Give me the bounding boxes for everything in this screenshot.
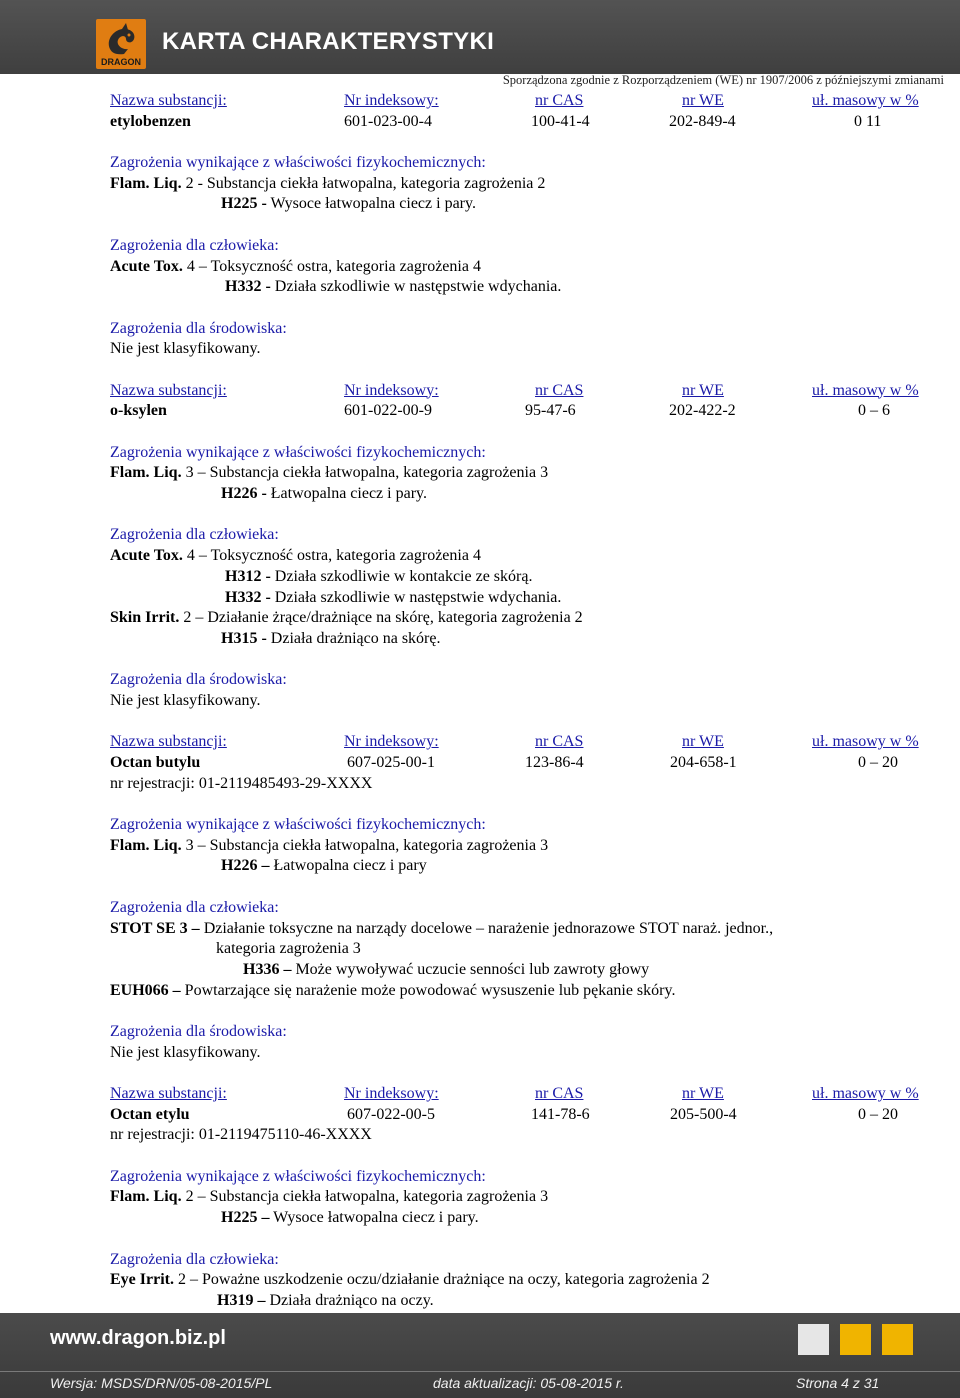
h-text: Działa szkodliwie w kontakcie ze skórą. (274, 567, 533, 585)
hazard-category: 2 – Poważne uszkodzenie oczu/działanie drażniące na oczy, kategoria zagrożenia 2 (177, 1271, 710, 1289)
h-text: Wysoce łatwopalna ciecz i pary. (270, 195, 476, 213)
hazard-class: Skin Irrit. (110, 609, 180, 627)
env-text: Nie jest klasyfikowany. (110, 691, 261, 709)
substance-row (110, 401, 940, 422)
dragon-logo (96, 19, 146, 69)
h-text: Łatwopalna ciecz i pary. (270, 485, 427, 503)
hazard-category: 2 – Substancja ciekła łatwopalna, kategoria zagrożenia 3 (185, 1188, 549, 1206)
hazard-class: Flam. Liq. (110, 174, 182, 192)
column-header-row (110, 1084, 940, 1105)
substance-we: 205-500-4 (670, 1105, 737, 1123)
substance-row (110, 1105, 940, 1126)
col-cas: nr CAS (535, 381, 584, 399)
substance-index: 601-022-00-9 (344, 402, 432, 420)
hazard-class: Acute Tox. (110, 547, 183, 565)
col-mass: uł. masowy w % (812, 92, 919, 109)
col-cas: nr CAS (535, 733, 584, 751)
hazard-class: Flam. Liq. (110, 464, 182, 482)
page-number: Strona 4 z 31 (796, 1375, 880, 1391)
substance-name: etylobenzen (110, 112, 191, 130)
dragon-icon (96, 19, 146, 59)
phys-heading: Zagrożenia wynikające z właściwości fizykochemicznych: (110, 154, 486, 172)
phys-heading: Zagrożenia wynikające z właściwości fizykochemicznych: (110, 816, 486, 834)
hazard-class: Eye Irrit. (110, 1271, 174, 1289)
h-code: H312 - (225, 567, 271, 585)
col-index: Nr indeksowy: (344, 381, 439, 399)
substance-row (110, 753, 940, 774)
version-text: Wersja: MSDS/DRN/05-08-2015/PL (50, 1375, 273, 1391)
h-text: Łatwopalna ciecz i pary (273, 857, 427, 875)
website-link[interactable]: www.dragon.biz.pl (50, 1327, 226, 1349)
h-text: Działa szkodliwie w następstwie wdychania. (274, 278, 562, 296)
hazard-category: 3 – Substancja ciekła łatwopalna, kategoria zagrożenia 3 (185, 836, 549, 854)
col-index: Nr indeksowy: (344, 92, 439, 109)
logo-text: DRAGON (101, 57, 141, 67)
env-text: Nie jest klasyfikowany. (110, 340, 261, 358)
hazard-class: STOT SE 3 – (110, 919, 200, 937)
env-heading: Zagrożenia dla środowiska: (110, 319, 287, 337)
h-code: H319 – (217, 1291, 266, 1309)
footer-square-1 (798, 1324, 829, 1355)
h-text: Wysoce łatwopalna ciecz i pary. (273, 1209, 479, 1227)
col-cas: nr CAS (535, 92, 584, 109)
substance-cas: 123-86-4 (525, 754, 584, 771)
substance-index: 607-022-00-5 (347, 1105, 435, 1123)
h-text: Działa drażniąco na skórę. (270, 629, 441, 647)
substance-we: 202-849-4 (669, 112, 736, 130)
hazard-class: Acute Tox. (110, 257, 183, 275)
substance-name: Octan butylu (110, 754, 201, 771)
substance-row (110, 112, 940, 133)
page-footer (0, 1313, 960, 1398)
substance-name: o-ksylen (110, 402, 167, 420)
human-heading: Zagrożenia dla człowieka: (110, 898, 279, 916)
env-text: Nie jest klasyfikowany. (110, 1043, 261, 1061)
human-heading: Zagrożenia dla człowieka: (110, 236, 279, 254)
substance-cas: 95-47-6 (525, 402, 576, 420)
phys-heading: Zagrożenia wynikające z właściwości fizykochemicznych: (110, 1167, 486, 1185)
human-heading: Zagrożenia dla człowieka: (110, 1250, 279, 1268)
h-code: H315 - (221, 629, 267, 647)
update-date: data aktualizacji: 05-08-2015 r. (433, 1375, 624, 1391)
h-code: H226 - (221, 485, 267, 503)
env-heading: Zagrożenia dla środowiska: (110, 671, 287, 689)
hazard-category: Powtarzające się narażenie może powodować wysuszenie lub pękanie skóry. (184, 981, 676, 999)
substance-index: 601-023-00-4 (344, 112, 432, 130)
substance-name: Octan etylu (110, 1105, 190, 1123)
column-header-row (110, 732, 940, 753)
col-mass: uł. masowy w % (812, 381, 919, 399)
h-code: H332 - (225, 588, 271, 606)
hazard-category: 4 – Toksyczność ostra, kategoria zagrożenia 4 (186, 257, 481, 275)
document-body (110, 91, 940, 1332)
h-code: H336 – (243, 960, 292, 978)
col-we: nr WE (682, 1085, 724, 1102)
page-header (0, 0, 960, 74)
substance-cas: 100-41-4 (531, 112, 590, 130)
hazard-category: Działanie toksyczne na narządy docelowe – narażenie jednorazowe STOT naraż. jednor., (203, 919, 774, 937)
col-name: Nazwa substancji: (110, 733, 227, 751)
col-index: Nr indeksowy: (344, 1085, 439, 1102)
h-code: H226 – (221, 857, 270, 875)
hazard-class: Flam. Liq. (110, 1188, 182, 1206)
substance-mass: 0 – 6 (858, 402, 890, 420)
h-text: Działa szkodliwie w następstwie wdychania. (274, 588, 562, 606)
human-heading: Zagrożenia dla człowieka: (110, 526, 279, 544)
col-name: Nazwa substancji: (110, 92, 227, 109)
substance-mass: 0 – 20 (858, 1105, 898, 1123)
substance-cas: 141-78-6 (531, 1105, 590, 1123)
hazard-category: 2 - Substancja ciekła łatwopalna, kategoria zagrożenia 2 (185, 174, 546, 192)
registration-number: nr rejestracji: 01-2119475110-46-XXXX (110, 1126, 372, 1144)
col-we: nr WE (682, 92, 724, 109)
registration-number: nr rejestracji: 01-2119485493-29-XXXX (110, 774, 373, 792)
phys-heading: Zagrożenia wynikające z właściwości fizykochemicznych: (110, 443, 486, 461)
hazard-category: 4 – Toksyczność ostra, kategoria zagrożenia 4 (186, 547, 481, 565)
substance-mass: 0 – 20 (858, 754, 898, 771)
col-mass: uł. masowy w % (812, 1085, 919, 1102)
hazard-class: Flam. Liq. (110, 836, 182, 854)
h-text: Może wywoływać uczucie senności lub zawroty głowy (295, 960, 650, 978)
substance-we: 202-422-2 (669, 402, 736, 420)
col-index: Nr indeksowy: (344, 733, 439, 751)
col-we: nr WE (682, 381, 724, 399)
col-name: Nazwa substancji: (110, 381, 227, 399)
hazard-category: 2 – Działanie żrące/drażniące na skórę, kategoria zagrożenia 2 (183, 609, 583, 627)
substance-index: 607-025-00-1 (347, 754, 435, 771)
hazard-category: 3 – Substancja ciekła łatwopalna, kategoria zagrożenia 3 (185, 464, 549, 482)
hazard-class: EUH066 – (110, 981, 181, 999)
hazard-category-cont: kategoria zagrożenia 3 (216, 940, 361, 958)
h-code: H225 – (221, 1209, 270, 1227)
column-header-row (110, 91, 940, 112)
col-we: nr WE (682, 733, 724, 751)
document-title: KARTA CHARAKTERYSTYKI (162, 28, 495, 55)
col-name: Nazwa substancji: (110, 1085, 227, 1102)
col-cas: nr CAS (535, 1085, 584, 1102)
substance-mass: 0 11 (854, 112, 882, 130)
env-heading: Zagrożenia dla środowiska: (110, 1022, 287, 1040)
h-text: Działa drażniąco na oczy. (269, 1291, 434, 1309)
column-header-row (110, 381, 940, 402)
footer-square-3 (882, 1324, 913, 1355)
h-code: H332 - (225, 278, 271, 296)
substance-we: 204-658-1 (670, 754, 737, 771)
footer-square-2 (840, 1324, 871, 1355)
h-code: H225 - (221, 195, 267, 213)
col-mass: uł. masowy w % (812, 733, 919, 751)
regulation-note: Sporządzona zgodnie z Rozporządzeniem (WE) nr 1907/2006 z późniejszymi zmianami (502, 73, 944, 87)
footer-divider (0, 1371, 960, 1372)
